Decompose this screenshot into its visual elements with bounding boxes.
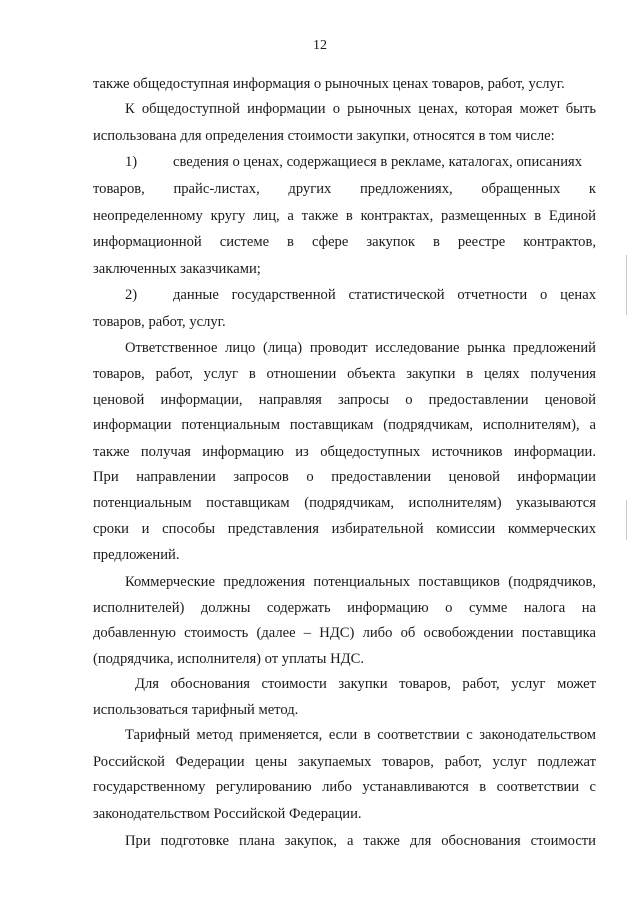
text-line — [93, 260, 596, 278]
text-line — [93, 701, 596, 719]
line-text: законодательством Российской Федерации. — [93, 806, 362, 822]
line-text: также общедоступная информация о рыночных ценах товаров, работ, услуг. — [93, 76, 565, 92]
text-line — [93, 127, 596, 145]
line-text: товаров, работ, услуг в отношении объекта закупки в целях получения — [93, 366, 596, 382]
line-text: предложений. — [93, 547, 180, 563]
text-line — [93, 624, 596, 642]
text-line — [125, 573, 596, 591]
line-text: также получая информацию из общедоступных источников информации. — [93, 444, 596, 460]
list-number: 2) — [125, 287, 138, 303]
text-line — [93, 520, 596, 538]
text-line — [93, 75, 596, 93]
line-text: К общедоступной информации о рыночных ценах, которая может быть — [125, 101, 596, 117]
line-text: данные государственной статистической отчетности о ценах — [173, 287, 596, 303]
line-text: потенциальным поставщикам (подрядчикам, исполнителям) указываются — [93, 495, 596, 511]
text-line — [93, 443, 596, 461]
line-text: добавленную стоимость (далее – НДС) либо об освобождении поставщика — [93, 625, 596, 641]
line-text: Коммерческие предложения потенциальных поставщиков (подрядчиков, — [125, 574, 596, 590]
text-line — [93, 494, 596, 512]
text-line — [93, 468, 596, 486]
line-text: сроки и способы представления избирательной комиссии коммерческих — [93, 521, 596, 537]
text-line — [125, 339, 596, 357]
line-text: неопределенному кругу лиц, а также в контрактах, размещенных в Единой — [93, 208, 596, 224]
text-line — [93, 416, 596, 434]
text-line — [93, 233, 596, 251]
line-text: товаров, прайс-листах, других предложениях, обращенных к — [93, 181, 596, 197]
text-line — [125, 832, 596, 850]
line-text: товаров, работ, услуг. — [93, 314, 226, 330]
line-text: государственному регулированию либо устанавливаются в соответствии с — [93, 779, 596, 795]
text-line — [125, 726, 596, 744]
line-text: информационной системе в сфере закупок в реестре контрактов, — [93, 234, 596, 250]
line-text: Российской Федерации цены закупаемых товаров, работ, услуг подлежат — [93, 754, 596, 770]
line-text: При подготовке плана закупок, а также для обоснования стоимости — [125, 833, 596, 849]
text-line — [125, 100, 596, 118]
line-text: использоваться тарифный метод. — [93, 702, 299, 718]
text-line — [93, 180, 596, 198]
text-line — [93, 650, 596, 668]
text-line — [93, 365, 596, 383]
text-line — [93, 778, 596, 796]
line-text: Тарифный метод применяется, если в соответствии с законодательством — [125, 727, 596, 743]
line-text: заключенных заказчиками; — [93, 261, 261, 277]
text-line — [93, 207, 596, 225]
page-number: 12 — [313, 38, 327, 53]
scan-edge-mark — [626, 255, 627, 315]
text-line — [93, 805, 596, 823]
text-line — [125, 153, 596, 171]
line-text: информации потенциальным поставщикам (подрядчикам, исполнителям), а — [93, 417, 596, 433]
text-line — [135, 675, 596, 693]
scan-edge-mark — [626, 500, 627, 540]
text-line — [125, 286, 596, 304]
text-line — [93, 313, 596, 331]
list-number: 1) — [125, 154, 138, 170]
line-text: (подрядчика, исполнителя) от уплаты НДС. — [93, 651, 364, 667]
line-text: исполнителей) должны содержать информацию о сумме налога на — [93, 600, 596, 616]
text-line — [93, 546, 596, 564]
line-text: сведения о ценах, содержащиеся в рекламе, каталогах, описаниях — [173, 154, 583, 170]
line-text: Ответственное лицо (лица) проводит исследование рынка предложений — [125, 340, 596, 356]
text-line — [93, 391, 596, 409]
line-text: Для обоснования стоимости закупки товаров, работ, услуг может — [135, 676, 596, 692]
line-text: При направлении запросов о предоставлении ценовой информации — [93, 469, 596, 485]
line-text: ценовой информации, направляя запросы о предоставлении ценовой — [93, 392, 596, 408]
line-text: использована для определения стоимости закупки, относятся в том числе: — [93, 128, 555, 144]
text-line — [93, 599, 596, 617]
text-line — [93, 753, 596, 771]
